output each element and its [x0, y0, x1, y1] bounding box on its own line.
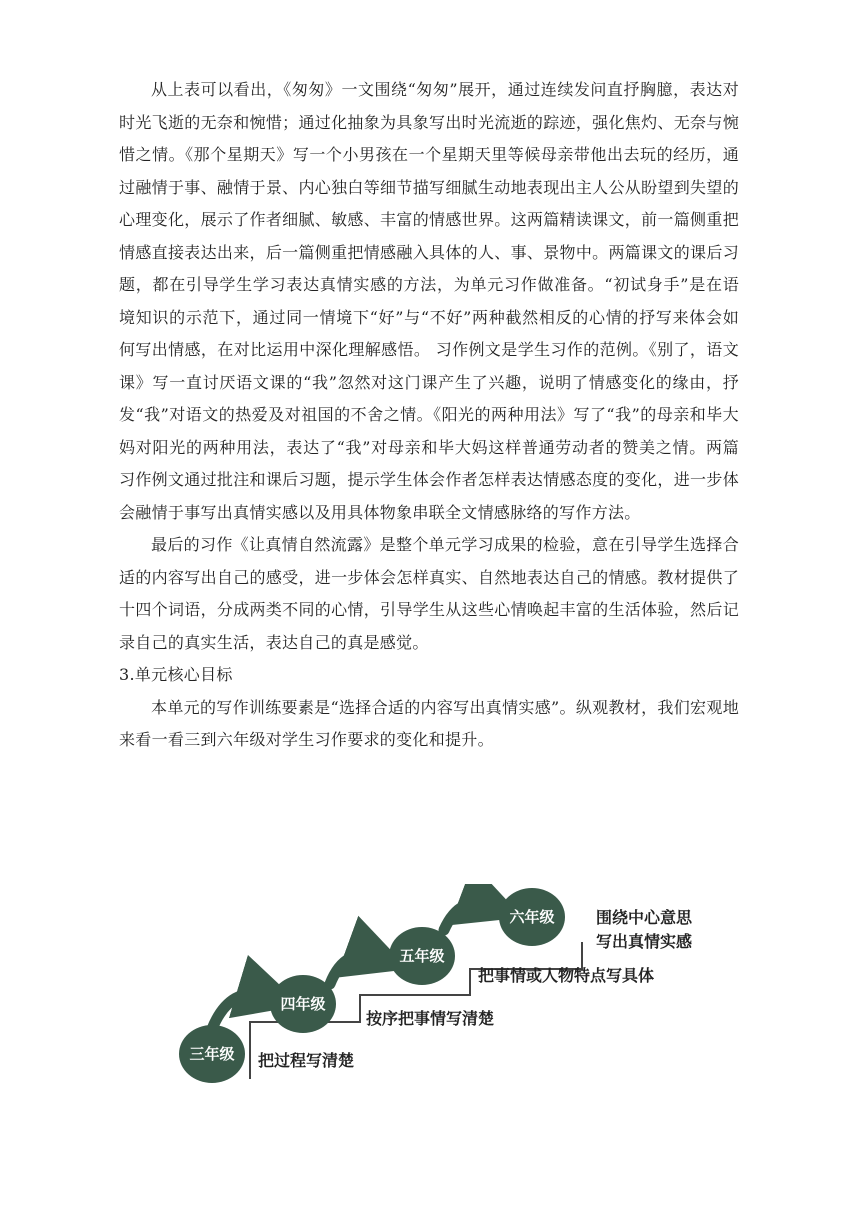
requirement-grade-5: 把事情或人物特点写具体: [478, 966, 655, 985]
grade-circle-3: [179, 1025, 245, 1083]
grade-label-5: 五年级: [399, 947, 445, 965]
grade-staircase-diagram: [170, 884, 730, 1084]
requirement-grade-6-line1: 围绕中心意思: [596, 908, 693, 927]
requirement-grade-6-line2: 写出真情实感: [596, 932, 693, 951]
paragraph-text-analysis: 从上表可以看出，《匆匆》一文围绕“匆匆”展开，通过连续发问直抒胸臆，表达对时光飞逝的无奈和惋惜；通过化抽象为具象写出时光流逝的踪迹，强化焦灼、无奈与惋惜之情。《那个星期天》写一个小男孩在一个星期天里等候母亲带他出去玩的经历，通过融情于事、融情于景、内心独白等细节描写细腻生动地表现出主人公从盼望到失望的心理变化，展示了作者细腻、敏感、丰富的情感世界。这两篇精读课文，前一篇侧重把情感直接表达出来，后一篇侧重把情感融入具体的人、事、景物中。两篇课文的课后习题，都在引导学生学习表达真情实感的方法，为单元习作做准备。“初试身手”是在语境知识的示范下，通过同一情境下“好”与“不好”两种截然相反的心情的抒写来体会如何写出情感，在对比运用中深化理解感悟。 习作例文是学生习作的范例。《别了，语文课》写一直讨厌语文课的“我”忽然对这门课产生了兴趣，说明了情感变化的缘由，抒发“我”对语文的热爱及对祖国的不舍之情。《阳光的两种用法》写了“我”的母亲和毕大妈对阳光的两种用法，表达了“我”对母亲和毕大妈这样普通劳动者的赞美之情。两篇习作例文通过批注和课后习题，提示学生体会作者怎样表达情感态度的变化，进一步体会融情于事写出真情实感以及用具体物象串联全文情感脉络的写作方法。: [119, 80, 739, 522]
grade-label-6: 六年级: [509, 908, 555, 926]
grade-circle-4: [270, 975, 336, 1033]
grade-label-3: 三年级: [189, 1045, 235, 1063]
section-heading: 3.单元核心目标: [119, 665, 233, 684]
grade-circle-5: [389, 927, 455, 985]
document-body: [119, 64, 739, 757]
arrow-icon: [444, 903, 492, 930]
arrow-icon: [212, 993, 270, 1029]
grade-circle-6: [499, 888, 565, 946]
paragraph-final-composition: 最后的习作《让真情自然流露》是整个单元学习成果的检验，意在引导学生选择合适的内容写出自己的感受，进一步体会怎样真实、自然地表达自己的情感。教材提供了十四个词语，分成两类不同的心情，引导学生从这些心情唤起丰富的生活体验，然后记录自己的真实生活，表达自己的真是感觉。: [119, 535, 739, 652]
arrow-icon: [330, 955, 378, 984]
requirement-grade-3: 把过程写清楚: [258, 1051, 355, 1070]
paragraph-writing-goal: 本单元的写作训练要素是“选择合适的内容写出真情实感”。纵观教材，我们宏观地来看一看三到六年级对学生习作要求的变化和提升。: [119, 697, 739, 749]
requirement-grade-4: 按序把事情写清楚: [366, 1009, 495, 1028]
grade-label-4: 四年级: [280, 995, 326, 1013]
